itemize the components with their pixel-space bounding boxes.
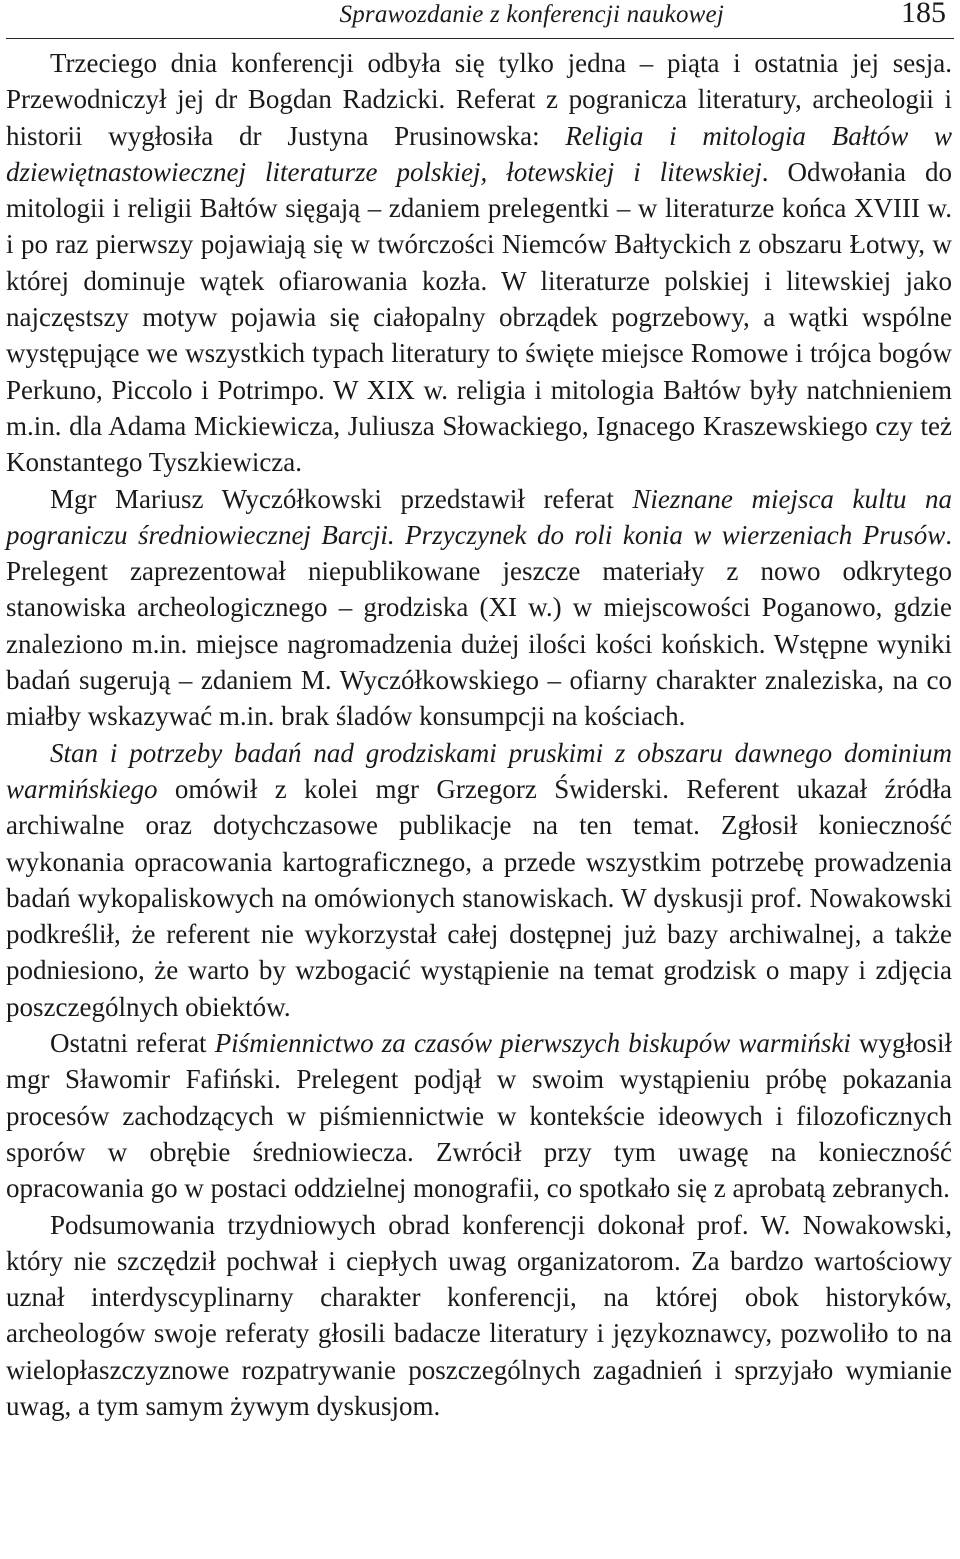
paragraph-text: omówił z kolei mgr Grzegorz Świderski. Referent ukazał źródła archiwalne oraz dotychczasowe publikacje na ten temat. Zgłosił konieczność wykonania opracowania kartograficznego, a przede wszystkim potrzebę prowadzenia badań wykopaliskowych na omówionych stanowiskach. W dyskusji prof. Nowakowski podkreślił, że referent nie wykorzystał całej dostępnej już bazy archiwalnej, a także podniesiono, że warto by wzbogacić wystąpienie na temat grodzisk o mapy i zdjęcia poszczególnych obiektów. <box>6 773 952 1022</box>
lecture-title: Nieznane miejsca kultu na pograniczu średniowiecznej Barcji. Przyczynek do roli konia w wierzeniach Prusów <box>6 483 952 550</box>
page-number: 185 <box>901 0 946 29</box>
paragraph-wyczolkowski <box>6 481 952 735</box>
running-header <box>6 0 954 39</box>
paragraph-text: wygłosił mgr Sławomir Fafiński. Prelegent podjął w swoim wystąpieniu próbę pokazania procesów zachodzących w piśmiennictwie w kontekście ideowych i filozoficznych sporów w obrębie średniowiecza. Zwrócił przy tym uwagę na konieczność opracowania go w postaci oddzielnej monografii, co spotkało się z aprobatą zebranych. <box>6 1028 952 1204</box>
body-text <box>6 45 952 1424</box>
paragraph-text: Trzeciego dnia konferencji odbyła się tylko jedna – piąta i ostatnia jej sesja. Przewodniczył jej dr Bogdan Radzicki. Referat z pogranicza literatury, archeologii i historii wygłosiła dr Justyna Prusinowska: <box>6 48 952 151</box>
paragraph-session-five <box>6 45 952 481</box>
paragraph-text: Ostatni referat <box>50 1028 215 1059</box>
paragraph-text: . Odwołania do mitologii i religii Bałtów sięgają – zdaniem prelegentki – w literaturze końca XVIII w. i po raz pierwszy pojawiają się w twórczości Niemców Bałtyckich z obszaru Łotwy, w której dominuje wątek ofiarowania kozła. W literaturze polskiej i litewskiej jako najczęstszy motyw pojawia się ciałopalny obrządek pogrzebowy, a wątki wspólne występujące we wszystkich typach literatury to święte miejsce Romowe i trójca bogów Perkuno, Piccolo i Potrimpo. W XIX w. religia i mitologia Bałtów były natchnieniem m.in. dla Adama Mickiewicza, Juliusza Słowackiego, Ignacego Kraszewskiego czy też Konstantego Tyszkiewicza. <box>6 156 952 478</box>
paragraph-text: . Prelegent zaprezentował niepublikowane jeszcze materiały z nowo odkrytego stanowiska archeologicznego – grodziska (XI w.) w miejscowości Poganowo, gdzie znaleziono m.in. miejsce nagromadzenia dużej ilości kości końskich. Wstępne wyniki badań sugerują – zdaniem M. Wyczółkowskiego – ofiarny charakter znaleziska, na co miałby wskazywać m.in. brak śladów konsumpcji na kościach. <box>6 519 952 732</box>
lecture-title: Piśmiennictwo za czasów pierwszych biskupów warmiński <box>214 1028 851 1059</box>
lecture-title: Stan i potrzeby badań nad grodziskami pruskimi z obszaru dawnego dominium warmińskiego <box>6 737 952 804</box>
paragraph-summary <box>6 1207 952 1425</box>
lecture-title: Religia i mitologia Bałtów w dziewiętnastowiecznej literaturze polskiej, łotewskiej i litewskiej <box>6 120 953 187</box>
paragraph-text: Mgr Mariusz Wyczółkowski przedstawił referat <box>50 483 633 514</box>
paragraph-fafinski <box>6 1025 952 1206</box>
paragraph-text: Podsumowania trzydniowych obrad konferencji dokonał prof. W. Nowakowski, który nie szczędził pochwał i ciepłych uwag organizatorom. Za bardzo wartościowy uznał interdyscyplinarny charakter konferencji, na której obok historyków, archeologów swoje referaty głosili badacze literatury i językoznawcy, pozwoliło to na wielopłaszczyznowe rozpatrywanie poszczególnych zagadnień i sprzyjało wymianie uwag, a tym samym żywym dyskusjom. <box>6 1209 952 1421</box>
running-title: Sprawozdanie z konferencji naukowej <box>339 1 724 28</box>
paragraph-swiderski <box>6 735 952 1025</box>
